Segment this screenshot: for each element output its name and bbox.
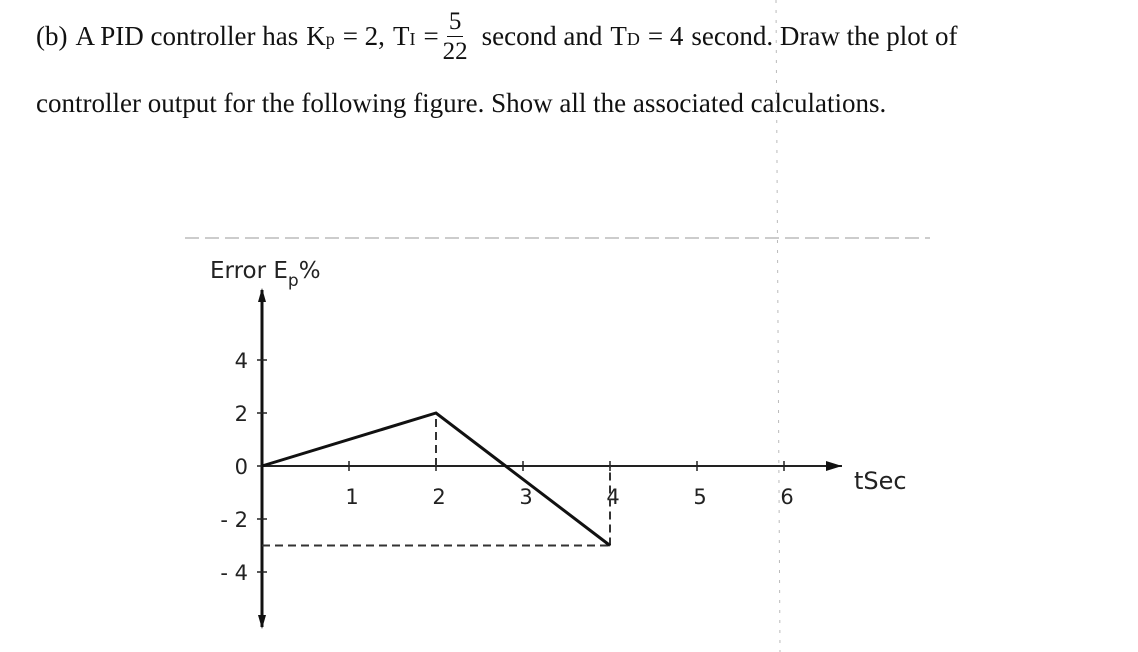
y-axis-arrow-down (258, 615, 266, 629)
kp-symbol: K (306, 20, 326, 51)
ti-numerator: 5 (448, 7, 462, 35)
ti-equals: = (423, 20, 439, 51)
ti-subscript: I (409, 28, 416, 49)
y-tick-label: 4 (234, 349, 248, 373)
guide-lines (262, 413, 610, 546)
y-axis-arrow-up (258, 288, 266, 302)
ti-denominator: 22 (442, 37, 468, 65)
question-part: (b) (36, 20, 68, 51)
y-tick-label: - 4 (220, 561, 248, 585)
y-tick-label: 2 (234, 402, 248, 426)
y-tick-label: - 2 (220, 508, 248, 532)
scan-dotted-line (776, 0, 780, 652)
x-tick-label: 3 (519, 485, 533, 509)
td-symbol: T (610, 20, 627, 51)
question-text-a: A PID controller has (75, 20, 299, 51)
x-axis-arrow (826, 461, 842, 471)
question-text-c: second. Draw the plot of (691, 20, 958, 51)
question-text-b: second and (481, 20, 603, 51)
x-tick-label: 4 (606, 485, 620, 509)
y-tick-label: 0 (234, 455, 248, 479)
ti-symbol: T (392, 20, 410, 51)
x-tick-label: 1 (345, 485, 359, 509)
x-tick-label: 5 (693, 485, 707, 509)
x-tick-label: 6 (780, 485, 794, 509)
y-axis-label: Error $E_p\%$ (210, 258, 321, 291)
question-line-2: controller output for the following figure. Show all the associated calculations. (36, 88, 887, 118)
kp-value: = 2, (342, 20, 385, 51)
td-value: = 4 (647, 20, 684, 51)
x-axis-label: tSec (854, 467, 907, 495)
x-tick-label: 2 (432, 485, 446, 509)
kp-subscript: p (325, 28, 335, 49)
td-subscript: D (626, 28, 640, 49)
